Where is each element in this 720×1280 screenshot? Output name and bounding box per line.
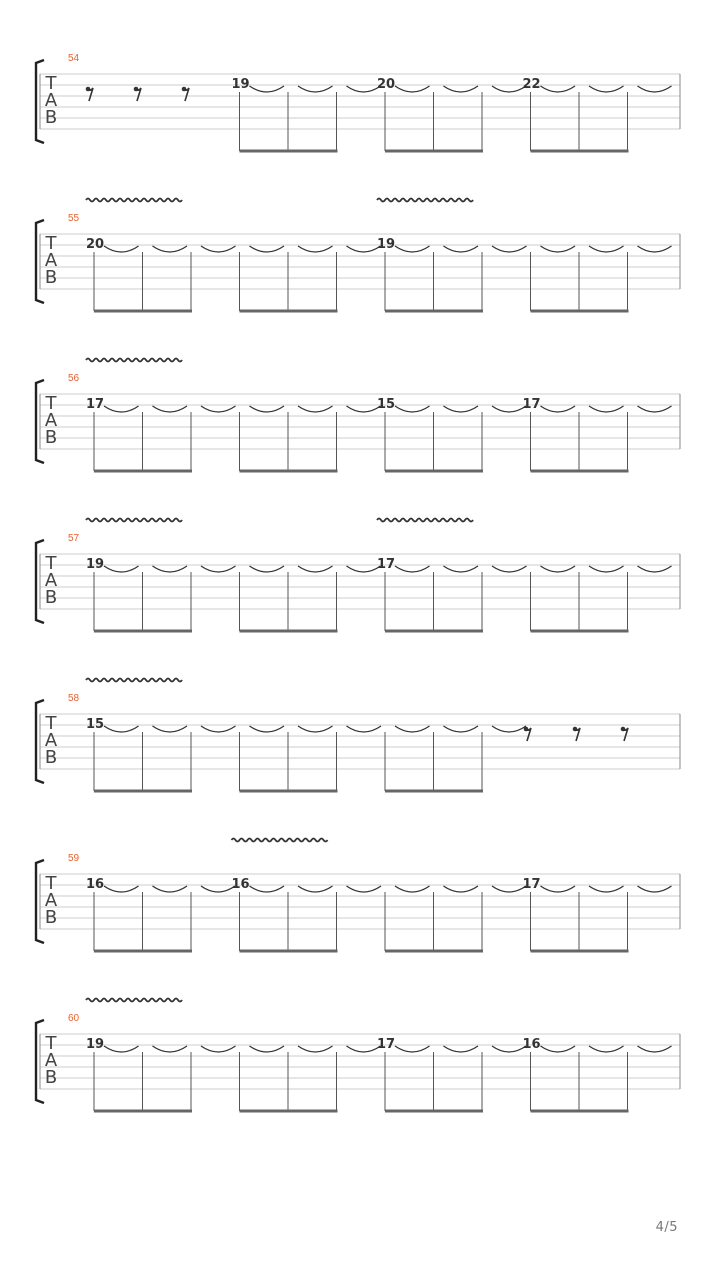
fret-number: 17 <box>522 877 541 892</box>
tie <box>153 246 188 252</box>
tie <box>492 566 527 572</box>
vibrato-mark <box>232 839 328 842</box>
vibrato-mark <box>86 359 182 362</box>
staff-system <box>36 679 680 793</box>
tab-clef-letter: B <box>44 427 58 448</box>
fret-number: 19 <box>377 237 396 252</box>
fret-number: 15 <box>86 717 105 732</box>
tab-clef-letter: A <box>44 410 58 431</box>
tie <box>541 566 576 572</box>
tie <box>444 406 479 412</box>
tab-clef-letter: B <box>44 587 58 608</box>
eighth-rest <box>86 87 93 101</box>
tab-clef-letter: T <box>45 713 57 734</box>
tie <box>153 1046 188 1052</box>
tie <box>444 86 479 92</box>
fret-number: 17 <box>377 1037 396 1052</box>
tab-clef-letter: T <box>45 393 57 414</box>
vibrato-mark <box>377 199 473 202</box>
tie <box>201 406 236 412</box>
tie <box>153 406 188 412</box>
tie <box>589 886 624 892</box>
tie <box>347 566 381 572</box>
tab-clef-letter: A <box>44 250 58 271</box>
tie <box>444 726 479 732</box>
tab-clef-letter: T <box>45 233 57 254</box>
tie <box>298 566 333 572</box>
tie <box>347 86 381 92</box>
tie <box>347 246 381 252</box>
tie <box>589 406 624 412</box>
beam <box>240 790 338 793</box>
tie <box>201 1046 236 1052</box>
beam <box>94 790 192 793</box>
tie <box>347 726 382 732</box>
tie <box>541 246 576 252</box>
measure-number: 60 <box>68 1013 80 1024</box>
staff-system <box>36 359 680 473</box>
beam <box>94 1110 192 1113</box>
tab-clef-letter: B <box>44 747 58 768</box>
vibrato-mark <box>86 519 182 522</box>
tab-clef-letter: A <box>44 90 58 111</box>
tie <box>444 246 479 252</box>
beam <box>385 630 483 633</box>
beam <box>385 310 483 313</box>
tie <box>298 886 333 892</box>
tie <box>347 886 382 892</box>
tie <box>104 886 139 892</box>
tie <box>492 1046 526 1052</box>
tab-clef-letter: B <box>44 107 58 128</box>
fret-number: 17 <box>86 397 105 412</box>
beam <box>531 950 629 953</box>
vibrato-mark <box>377 519 473 522</box>
tie <box>395 726 430 732</box>
fret-number: 19 <box>86 1037 105 1052</box>
tie <box>395 406 430 412</box>
tie <box>201 566 236 572</box>
tab-clef-letter: A <box>44 890 58 911</box>
fret-number: 17 <box>522 397 541 412</box>
tie <box>638 886 672 892</box>
vibrato-mark <box>86 199 182 202</box>
eighth-rest <box>621 727 628 741</box>
tie <box>395 1046 430 1052</box>
tie <box>395 566 430 572</box>
tie <box>250 566 285 572</box>
staff-system <box>36 199 680 313</box>
beam <box>240 150 338 153</box>
tie <box>298 246 333 252</box>
tie <box>541 1046 576 1052</box>
measure-number: 58 <box>68 693 80 704</box>
beam <box>240 470 338 473</box>
eighth-rest <box>134 87 141 101</box>
tie <box>541 406 576 412</box>
tie <box>298 86 333 92</box>
tab-clef-letter: T <box>45 73 57 94</box>
fret-number: 20 <box>377 77 396 92</box>
tie <box>104 566 139 572</box>
tie <box>589 246 624 252</box>
tie <box>492 406 526 412</box>
tab-clef-letter: B <box>44 1067 58 1088</box>
beam <box>240 1110 338 1113</box>
beam <box>240 310 338 313</box>
tie <box>201 246 236 252</box>
tie <box>589 566 624 572</box>
tie <box>250 86 285 92</box>
tab-clef-letter: B <box>44 907 58 928</box>
fret-number: 16 <box>522 1037 541 1052</box>
tie <box>638 86 672 92</box>
tie <box>589 1046 624 1052</box>
tie <box>347 1046 381 1052</box>
beam <box>385 790 483 793</box>
tie <box>250 886 285 892</box>
measure-number: 56 <box>68 373 80 384</box>
tie <box>638 1046 672 1052</box>
tie <box>444 886 479 892</box>
beam <box>94 470 192 473</box>
tie <box>104 726 139 732</box>
eighth-rest <box>573 727 580 741</box>
tie <box>541 886 576 892</box>
staff-system <box>36 839 680 953</box>
staff-system <box>36 53 680 153</box>
fret-number: 15 <box>377 397 396 412</box>
beam <box>531 470 629 473</box>
tie <box>250 246 285 252</box>
tie <box>153 886 188 892</box>
tie <box>444 566 479 572</box>
tie <box>201 886 235 892</box>
fret-number: 16 <box>231 877 250 892</box>
measure-number: 57 <box>68 533 80 544</box>
tie <box>250 1046 285 1052</box>
tie <box>444 1046 479 1052</box>
beam <box>240 630 338 633</box>
tie <box>201 726 236 732</box>
eighth-rest <box>182 87 189 101</box>
fret-number: 16 <box>86 877 105 892</box>
tie <box>492 86 526 92</box>
vibrato-mark <box>86 999 182 1002</box>
tie <box>395 86 430 92</box>
tab-clef-letter: T <box>45 873 57 894</box>
beam <box>531 1110 629 1113</box>
tie <box>104 406 139 412</box>
vibrato-mark <box>86 679 182 682</box>
tie <box>298 726 333 732</box>
tab-clef-letter: A <box>44 570 58 591</box>
measure-number: 55 <box>68 213 80 224</box>
beam <box>385 950 483 953</box>
tie <box>104 1046 139 1052</box>
beam <box>385 150 483 153</box>
beam <box>531 310 629 313</box>
fret-number: 19 <box>231 77 250 92</box>
tie <box>638 406 672 412</box>
beam <box>385 470 483 473</box>
fret-number: 20 <box>86 237 105 252</box>
tie <box>492 726 526 732</box>
tie <box>492 246 527 252</box>
staff-system <box>36 999 680 1113</box>
beam <box>94 310 192 313</box>
tie <box>153 726 188 732</box>
eighth-rest <box>524 727 531 741</box>
beam <box>531 150 629 153</box>
beam <box>94 630 192 633</box>
fret-number: 17 <box>377 557 396 572</box>
tie <box>298 406 333 412</box>
tie <box>395 246 430 252</box>
tie <box>104 246 139 252</box>
tab-clef-letter: T <box>45 553 57 574</box>
tie <box>638 246 672 252</box>
fret-number: 22 <box>522 77 541 92</box>
tie <box>153 566 188 572</box>
measure-number: 59 <box>68 853 80 864</box>
tab-clef-letter: B <box>44 267 58 288</box>
tie <box>395 886 430 892</box>
tie <box>250 406 285 412</box>
tie <box>347 406 381 412</box>
page-number: 4/5 <box>655 1220 678 1235</box>
tie <box>589 86 624 92</box>
tab-clef-letter: A <box>44 730 58 751</box>
tie <box>250 726 285 732</box>
fret-number: 19 <box>86 557 105 572</box>
tie <box>298 1046 333 1052</box>
beam <box>531 630 629 633</box>
beam <box>240 950 338 953</box>
tie <box>492 886 526 892</box>
staff-system <box>36 519 680 633</box>
tie <box>541 86 576 92</box>
beam <box>385 1110 483 1113</box>
measure-number: 54 <box>68 53 80 64</box>
tab-clef-letter: T <box>45 1033 57 1054</box>
tab-clef-letter: A <box>44 1050 58 1071</box>
tie <box>638 566 672 572</box>
beam <box>94 950 192 953</box>
